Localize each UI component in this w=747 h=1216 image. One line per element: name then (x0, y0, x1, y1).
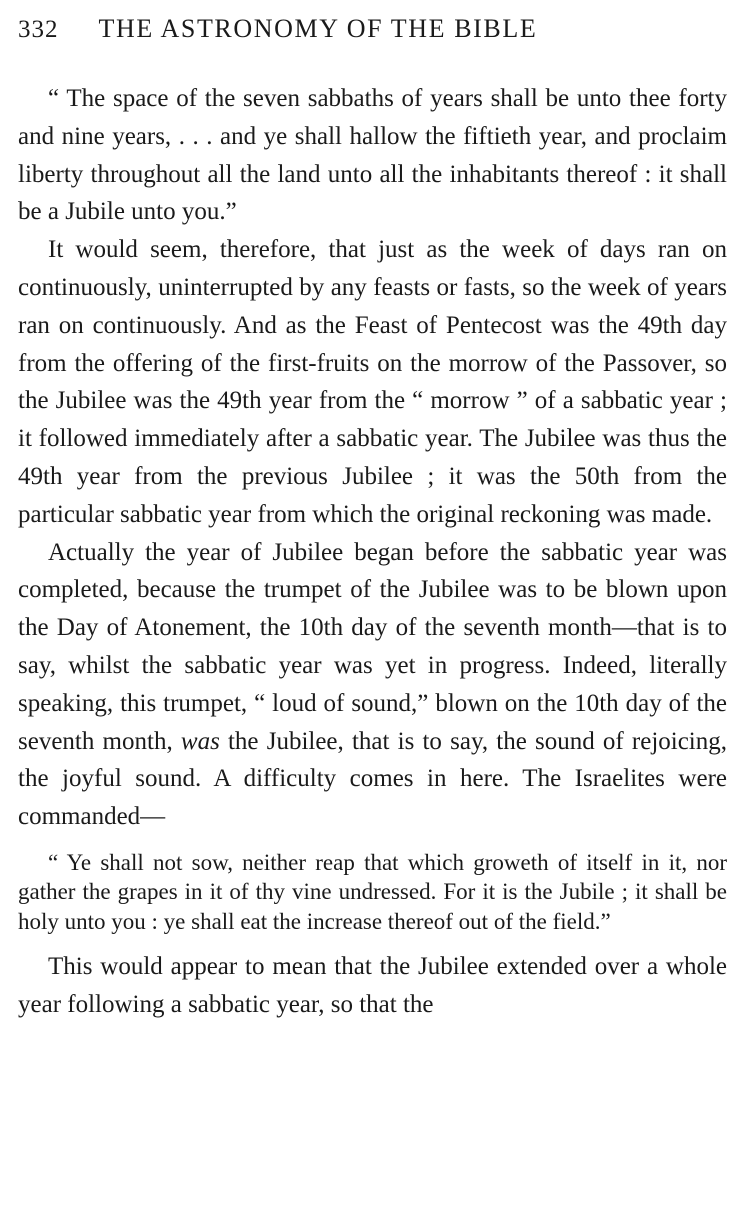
block-quote: “ Ye shall not sow, neither reap that which groweth of itself in it, nor gather the grapes in it of thy vine undressed. For it is the Jubile ; it shall be holy unto you : ye shall eat the increase thereof out of the field.” (18, 849, 727, 934)
paragraph-jubilee-extended: This would appear to mean that the Jubilee extended over a whole year following a sabbatic year, so that the (18, 953, 727, 1019)
paragraph-text-after: the Jubilee, that is to say, the sound of rejoicing, the joyful sound. A difficulty comes in here. The Israelites were commanded— (18, 727, 728, 831)
paragraph-year-of-jubilee (18, 534, 727, 836)
running-head (18, 14, 727, 50)
paragraph-scripture-quote-1: “ The space of the seven sabbaths of years shall be unto thee forty and nine years, . . . and ye shall hallow the fiftieth year, and proclaim liberty throughout all the land unto all the inhabitants thereof : it shall be a Jubile unto you.” (18, 85, 727, 226)
paragraph-text-before: Actually the year of Jubilee began before the sabbatic year was completed, because the trumpet of the Jubilee was to be blown upon the Day of Atonement, the 10th day of the seventh month—that is to say, whilst the sabbatic year was yet in progress. Indeed, literally speaking, this trumpet, “ loud of sound,” blown on the 10th day of the seventh month, (18, 538, 727, 755)
book-title: THE ASTRONOMY OF THE BIBLE (98, 14, 538, 43)
page-number: 332 (18, 16, 59, 43)
italic-word: was (180, 727, 220, 755)
paragraph-week-of-years: It would seem, therefore, that just as the week of days ran on continuously, uninterrupted by any feasts or fasts, so the week of years ran on continuously. And as the Feast of Pentecost was the 49th day from the offering of the first-fruits on the morrow of the Passover, so the Jubilee was the 49th year from the “ morrow ” of a sabbatic year ; it followed immediately after a sabbatic year. The Jubilee was thus the 49th year from the previous Jubilee ; it was the 50th from the particular sabbatic year from which the original reckoning was made. (18, 236, 727, 528)
